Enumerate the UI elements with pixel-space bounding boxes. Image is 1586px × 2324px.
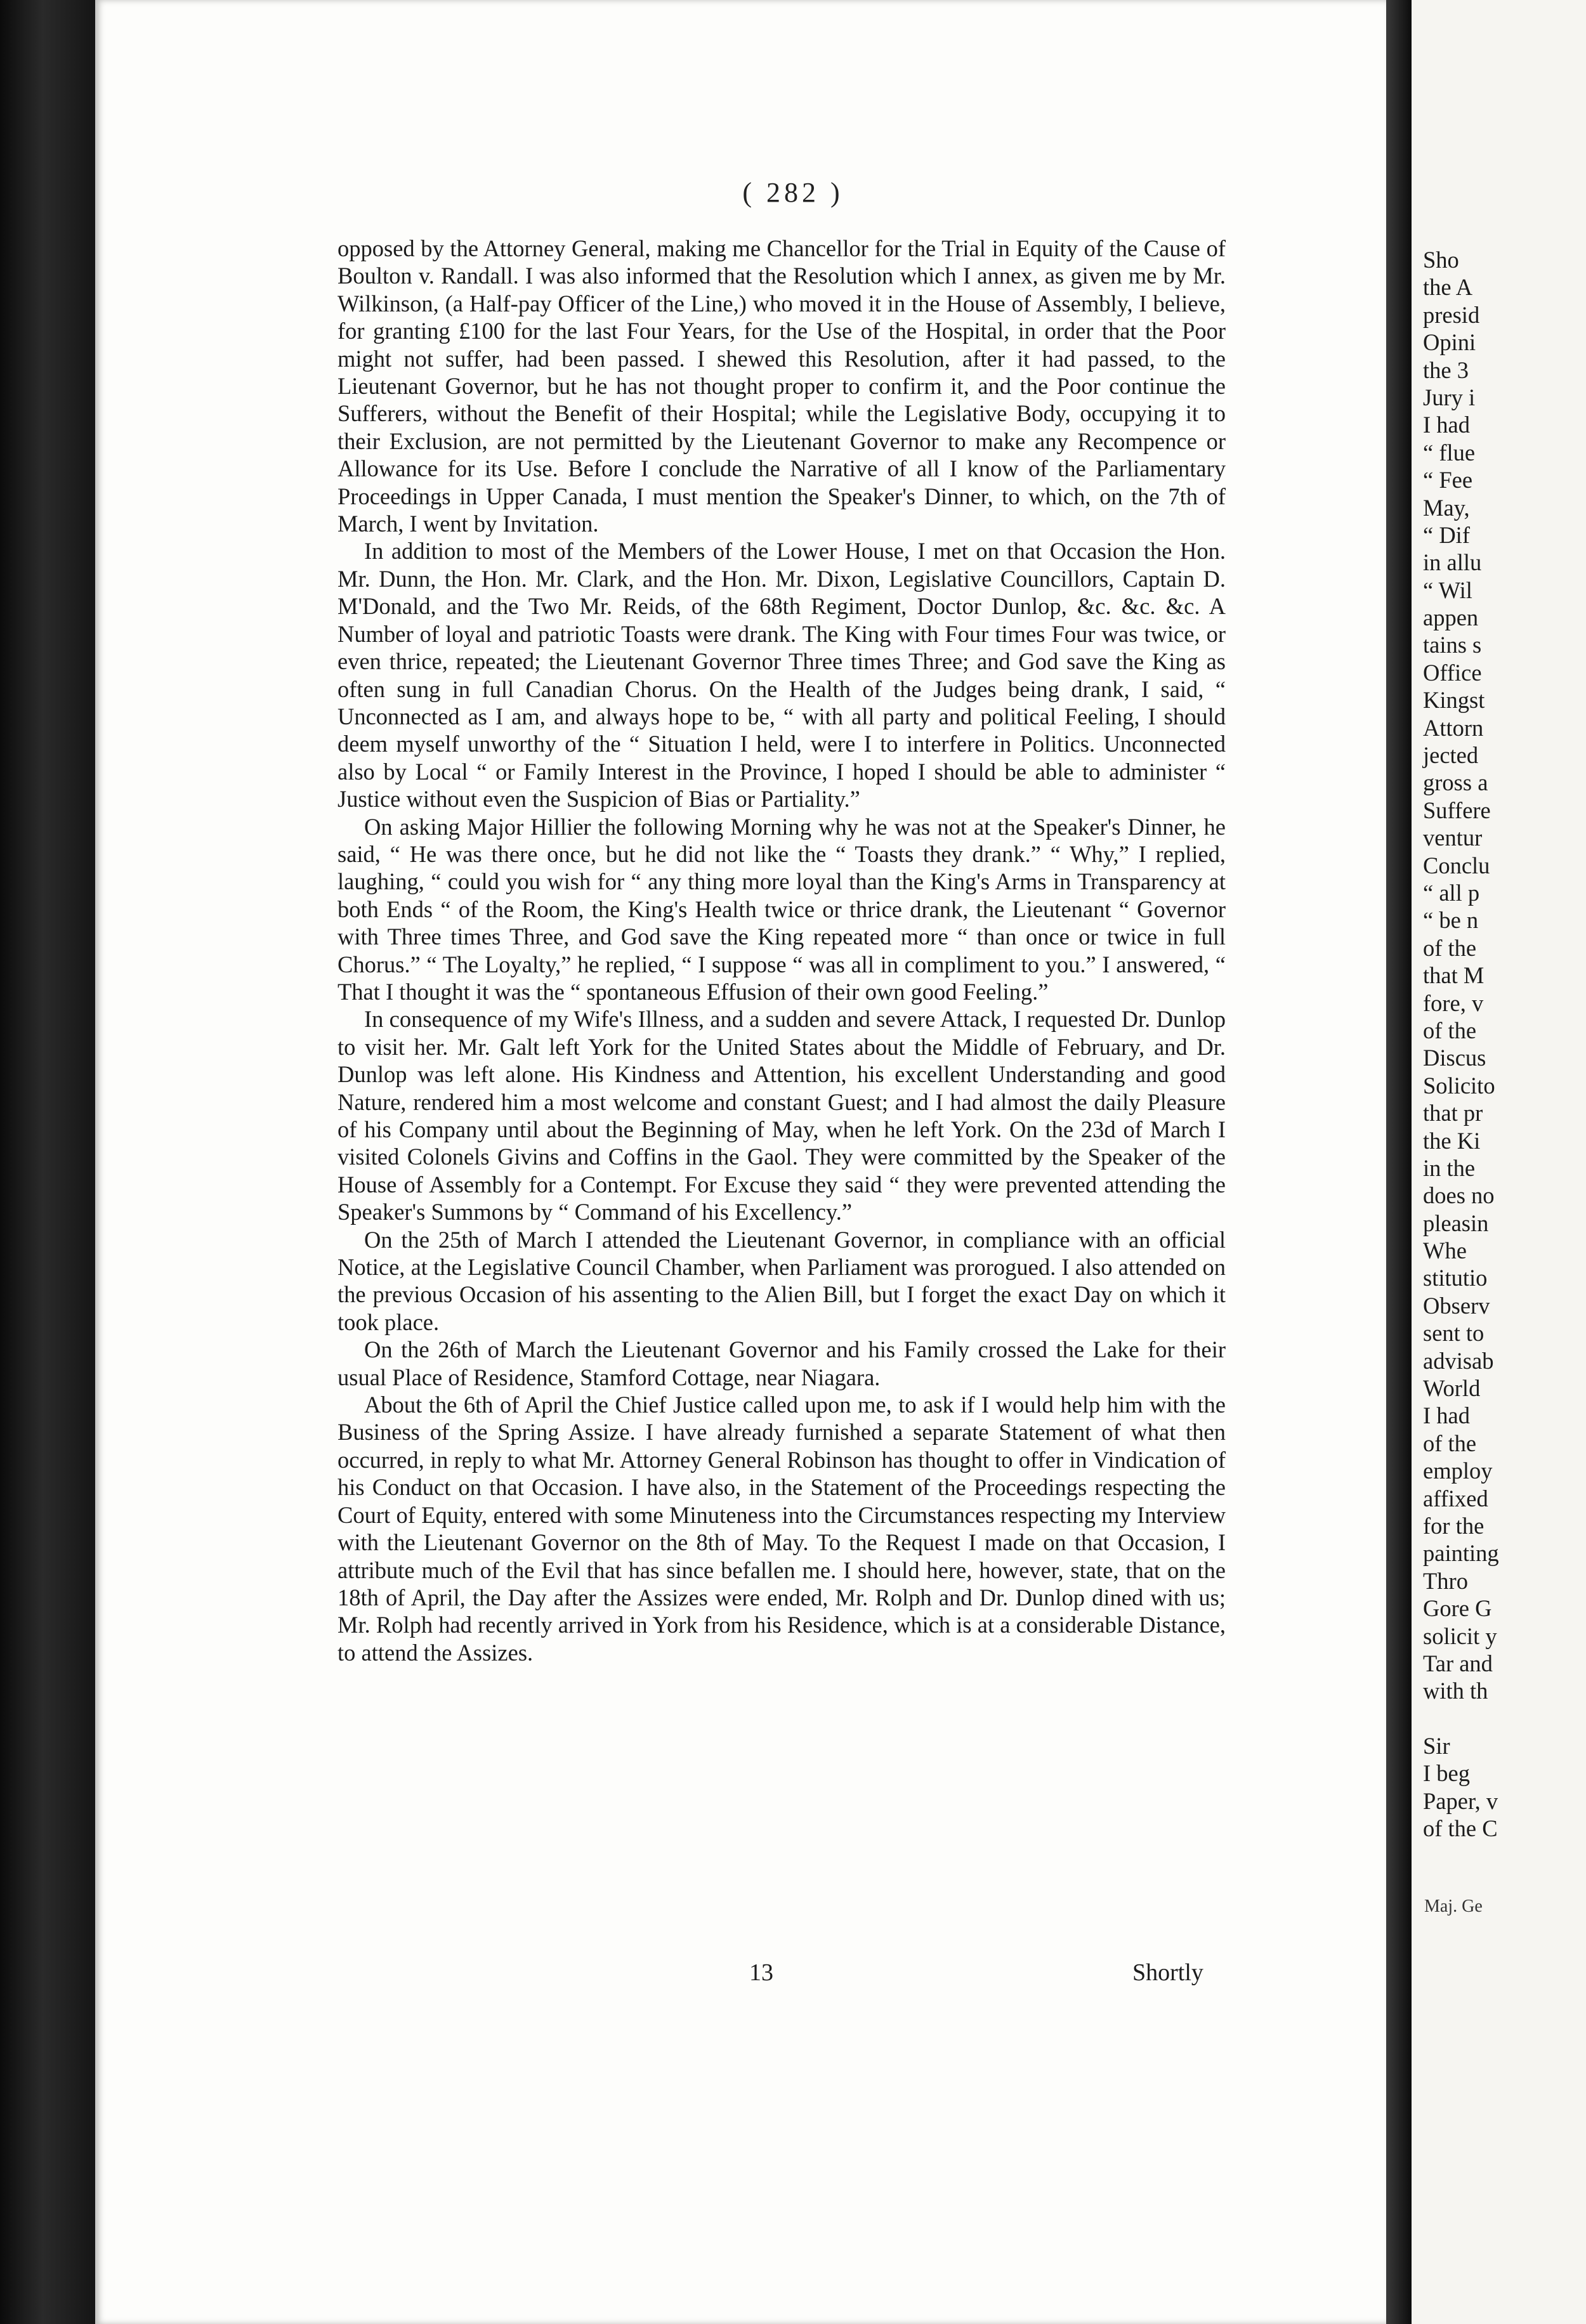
facing-page-line: Opini (1423, 329, 1476, 356)
facing-page-line: May, (1423, 494, 1470, 521)
facing-page-line: Attorn (1423, 714, 1484, 741)
facing-page-text (1423, 246, 1586, 1843)
facing-page-line (1423, 1705, 1586, 1732)
facing-page-line: Thro (1423, 1567, 1468, 1594)
facing-page (1412, 0, 1586, 2324)
signature-mark: 13 (749, 1959, 773, 1986)
facing-page-line: Tar and (1423, 1650, 1493, 1676)
facing-page-line: “ flue (1423, 439, 1476, 466)
facing-page-line: Paper, v (1423, 1787, 1498, 1814)
facing-page-line: Gore G (1423, 1595, 1492, 1622)
paragraph: On asking Major Hillier the following Morning why he was not at the Speaker's Dinner, he said, “ He was there once, but he did not like the “ Toasts they drank.” “ Why,” I replied, laughing, “ could you wish for “ any thing more loyal than the King's Arms in Transparency at both Ends “ of the Room, the King's Health twice or thrice drank, the Lieutenant “ Governor with Three times Three, and God save the King repeated more “ than once or twice in full Chorus.” “ The Loyalty,” he replied, “ I suppose “ was all in compliment to you.” I answered, “ That I thought it was the “ spontaneous Effusion of their own good Feeling.” (338, 813, 1226, 1005)
facing-page-line: ventur (1423, 825, 1483, 851)
catchword: Shortly (1132, 1959, 1203, 1986)
facing-page-line: sent to (1423, 1320, 1484, 1347)
facing-page-line: that M (1423, 962, 1484, 989)
facing-page-line: appen (1423, 604, 1479, 631)
facing-page-line: gross a (1423, 769, 1488, 796)
facing-page-line: solicit y (1423, 1622, 1497, 1649)
facing-page-line: employ (1423, 1458, 1493, 1484)
paragraph: opposed by the Attorney General, making me Chancellor for the Trial in Equity of the Cause of Boulton v. Randall. I was also informed that the Resolution which I annex, as given me by Mr. Wilkinson, (a Half-pay Officer of the Line,) who moved it in the House of Assembly, I believe, for granting £100 for the last Four Years, for the Use of the Hospital, in order that the Poor might not suffer, had been passed. I shewed this Resolution, after it had passed, to the Lieutenant Governor, but he has not thought proper to confirm it, and the Poor continue the Sufferers, without the Benefit of their Hospital; while the Legislative Body, occupying it to their Exclusion, are not permitted by the Lieutenant Governor to make any Recompence or Allowance for its Use. Before I conclude the Narrative of all I know of the Parliamentary Proceedings in Upper Canada, I must mention the Speaker's Dinner, to which, on the 7th of March, I went by Invitation. (338, 235, 1226, 537)
book-gutter (1386, 0, 1412, 2324)
facing-page-line: “ Dif (1423, 521, 1470, 548)
facing-page-line: “ Fee (1423, 467, 1473, 493)
facing-page-line: “ be n (1423, 907, 1479, 934)
facing-page-line: Sir (1423, 1733, 1450, 1759)
facing-page-line: of the (1423, 1017, 1477, 1043)
paragraph: About the 6th of April the Chief Justice called upon me, to ask if I would help him with the Business of the Spring Assize. I have already furnished a separate Statement of what then occurred, in reply to what Mr. Attorney General Robinson has thought to offer in Vindication of his Conduct on that Occasion. I have also, in the Statement of the Proceedings respecting the Court of Equity, entered with some Minuteness into the Circumstances respecting my Interview with the Lieutenant Governor on the 8th of May. To the Request I made on that Occasion, I attribute much of the Evil that has since befallen me. I should here, however, state, that on the 18th of April, the Day after the Assizes were ended, Mr. Rolph and Dr. Dunlop dined with us; Mr. Rolph had recently arrived in York from his Residence, which is at a considerable Distance, to attend the Assizes. (338, 1392, 1226, 1666)
facing-page-line: does no (1423, 1182, 1495, 1209)
facing-page-line: Discus (1423, 1045, 1486, 1071)
facing-page-line: in the (1423, 1154, 1476, 1181)
facing-page-line: Whe (1423, 1237, 1467, 1264)
facing-page-line: Jury i (1423, 384, 1476, 410)
facing-page-line: Conclu (1423, 852, 1490, 878)
facing-page-line: in allu (1423, 549, 1482, 576)
body-text (338, 235, 1226, 1666)
facing-page-line: of the C (1423, 1815, 1498, 1842)
facing-page-line: “ Wil (1423, 577, 1472, 603)
facing-page-line: I beg (1423, 1760, 1470, 1787)
facing-page-line: Suffere (1423, 797, 1491, 823)
facing-page-line: advisab (1423, 1347, 1494, 1374)
facing-page-line: Observ (1423, 1292, 1490, 1319)
page-number: ( 282 ) (742, 177, 844, 208)
facing-page-line: of the (1423, 1430, 1477, 1456)
facing-page-line: of the (1423, 934, 1477, 961)
facing-page-line: Solicito (1423, 1072, 1495, 1099)
facing-page-line: Sho (1423, 247, 1459, 273)
scan-left-margin (0, 0, 95, 2324)
facing-page-line: I had (1423, 1402, 1470, 1429)
paragraph: In consequence of my Wife's Illness, and a sudden and severe Attack, I requested Dr. Dunlop to visit her. Mr. Galt left York for the United States about the Middle of February, and Dr. Dunlop was left alone. His Kindness and Attention, his excellent Understanding and good Nature, rendered him a most welcome and constant Guest; and I had almost the daily Pleasure of his Company until about the Beginning of May, when he left York. On the 23d of March I visited Colonels Givins and Coffins in the Gaol. They were committed by the Speaker of the House of Assembly for a Contempt. For Excuse they said “ they were prevented attending the Speaker's Summons by “ Command of his Excellency.” (338, 1006, 1226, 1225)
facing-page-line: the A (1423, 274, 1473, 301)
paragraph: On the 25th of March I attended the Lieutenant Governor, in compliance with an official Notice, at the Legislative Council Chamber, when Parliament was prorogued. I also attended on the previous Occasion of his assenting to the Alien Bill, but I forget the exact Day on which it took place. (338, 1226, 1226, 1335)
facing-page-line: that pr (1423, 1100, 1483, 1126)
facing-page-line: fore, v (1423, 989, 1484, 1016)
facing-page-line: World (1423, 1375, 1481, 1402)
paragraph: On the 26th of March the Lieutenant Governor and his Family crossed the Lake for their usual Place of Residence, Stamford Cottage, near Niagara. (338, 1336, 1226, 1390)
facing-page-line: “ all p (1423, 879, 1480, 906)
facing-page-line: Office (1423, 659, 1482, 686)
facing-page-line: painting (1423, 1540, 1499, 1567)
facing-page-line: with th (1423, 1678, 1488, 1704)
facing-page-line: affixed (1423, 1485, 1488, 1511)
facing-page-line: stitutio (1423, 1265, 1488, 1291)
facing-page-line: tains s (1423, 632, 1482, 658)
facing-page-line: the 3 (1423, 356, 1469, 383)
facing-page-line: presid (1423, 301, 1480, 328)
facing-page-line: Kingst (1423, 687, 1485, 714)
facing-page-line: pleasin (1423, 1210, 1489, 1236)
facing-page-line: for the (1423, 1512, 1484, 1539)
facing-page-line: I had (1423, 412, 1470, 438)
facing-page-footer: Maj. Ge (1424, 1896, 1483, 1916)
paragraph: In addition to most of the Members of the Lower House, I met on that Occasion the Hon. Mr. Dunn, the Hon. Mr. Clark, and the Hon. Mr. Dixon, Legislative Councillors, Captain D. M'Donald, and the Two Mr. Reids, of the 68th Regiment, Doctor Dunlop, &c. &c. &c. A Number of loyal and patriotic Toasts were drank. The King with Four times Four was twice, or even thrice, repeated; the Lieutenant Governor Three times Three; and God save the King as often sung in full Canadian Chorus. On the Health of the Judges being drank, I said, “ Unconnected as I am, and always hope to be, “ with all party and political Feeling, I should deem myself unworthy of the “ Situation I held, were I to interfere in Politics. Unconnected also by Local “ or Family Interest in the Province, I hoped I should be able to administer “ Justice without even the Suspicion of Bias or Partiality.” (338, 538, 1226, 813)
facing-page-line: jected (1423, 742, 1479, 769)
facing-page-line: the Ki (1423, 1127, 1481, 1154)
